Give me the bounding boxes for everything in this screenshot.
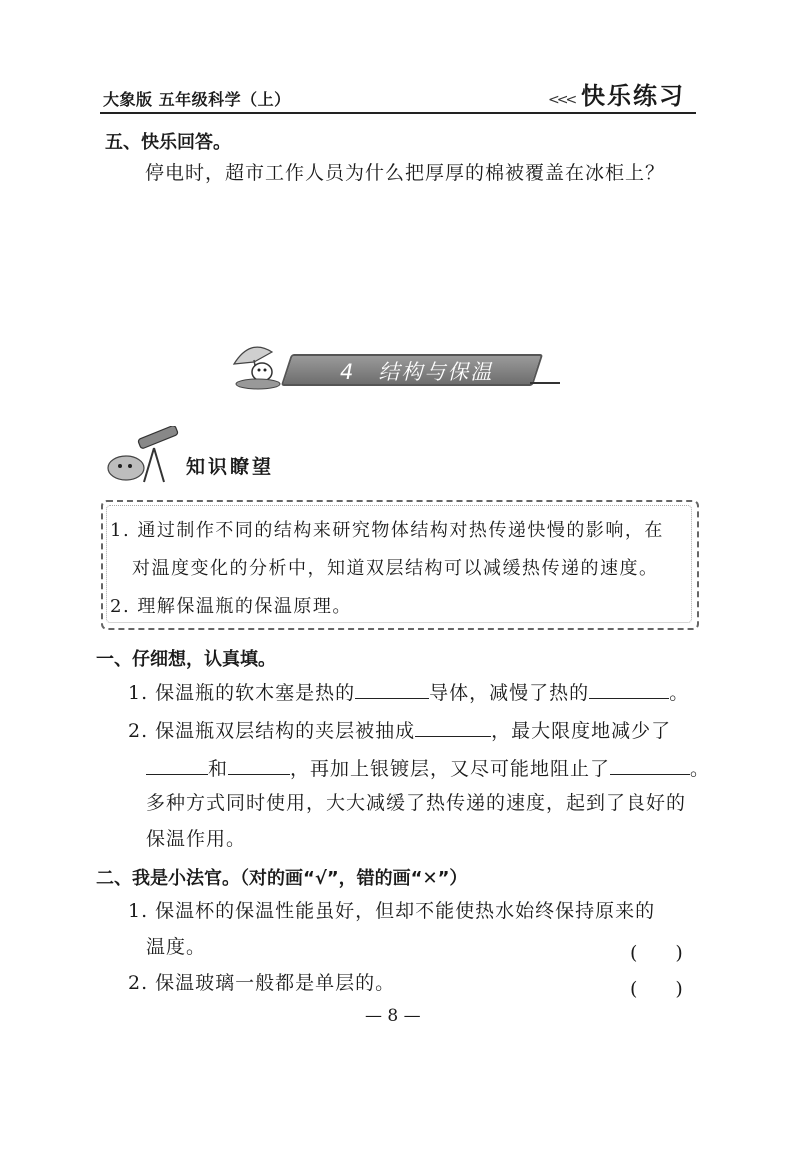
objective-2: 2. 理解保温瓶的保温原理。: [110, 596, 352, 617]
s1-question-2-line3: 多种方式同时使用，大大减缓了热传递的速度，起到了良好的: [146, 792, 687, 814]
s2-question-2: 2. 保温玻璃一般都是单层的。: [128, 972, 396, 994]
header-section-title: 快乐练习: [581, 82, 685, 110]
knowledge-title: 知识瞭望: [186, 456, 275, 478]
telescope-illustration: [104, 426, 186, 490]
s1-question-2-line2: [146, 758, 710, 779]
s1-q2-part-e: 。: [690, 758, 711, 780]
section1-title: 一、仔细想，认真填。: [96, 649, 276, 670]
answer-blank[interactable]: [610, 758, 690, 775]
objective-1: 1. 通过制作不同的结构来研究物体结构对热传递快慢的影响，在: [110, 520, 664, 541]
s1-q2-part-a: 2. 保温瓶双层结构的夹层被抽成: [128, 720, 416, 742]
s1-q2-part-d: ，再加上银镀层，又尽可能地阻止了: [290, 758, 611, 780]
header-rule: [100, 112, 696, 114]
lesson-title: 4 结构与保温: [340, 360, 494, 384]
answer-blank[interactable]: [355, 682, 429, 699]
header-chevrons: <<<: [548, 92, 575, 108]
s2-question-1: 1. 保温杯的保温性能虽好，但却不能使热水始终保持原来的: [128, 900, 656, 922]
answer-blank[interactable]: [415, 720, 491, 737]
s1-q2-part-c: 和: [208, 758, 229, 780]
answer-bracket[interactable]: ( ): [630, 942, 683, 964]
s1-question-2: [128, 720, 671, 741]
page-number: — 8 —: [365, 1006, 421, 1026]
mascot-illustration: [228, 338, 288, 394]
header-book-title: 大象版 五年级科学（上）: [103, 90, 291, 109]
s1-q1-part-c: 。: [669, 682, 690, 704]
section5-title: 五、快乐回答。: [105, 132, 231, 153]
answer-bracket[interactable]: ( ): [630, 978, 683, 1000]
s1-q2-part-b: ，最大限度地减少了: [491, 720, 672, 742]
answer-blank[interactable]: [146, 758, 208, 775]
s1-q1-part-a: 1. 保温瓶的软木塞是热的: [128, 682, 356, 704]
objective-1-cont: 对温度变化的分析中，知道双层结构可以减缓热传递的速度。: [132, 558, 659, 579]
answer-blank[interactable]: [228, 758, 290, 775]
answer-blank[interactable]: [589, 682, 669, 699]
s1-question-2-line4: 保温作用。: [146, 828, 247, 850]
s2-question-1-cont: 温度。: [146, 936, 207, 958]
section2-title: 二、我是小法官。（对的画“√”，错的画“✕”）: [96, 868, 468, 889]
section5-question: 停电时，超市工作人员为什么把厚厚的棉被覆盖在冰柜上？: [145, 162, 666, 184]
s1-q1-part-b: 导体，减慢了热的: [429, 682, 590, 704]
banner-tail-line: [530, 382, 560, 384]
s1-question-1: [128, 682, 689, 703]
